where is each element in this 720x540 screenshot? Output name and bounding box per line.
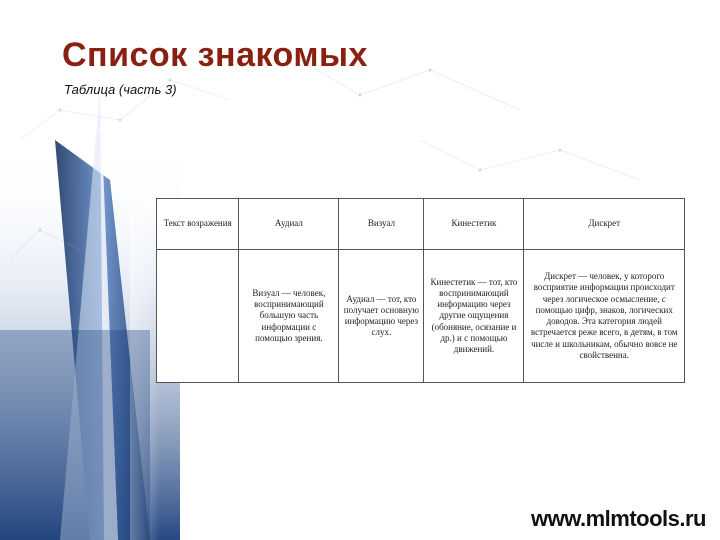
listing-table bbox=[156, 198, 685, 383]
column-header: Текст возражения bbox=[157, 199, 239, 250]
table-row bbox=[157, 250, 685, 383]
column-header: Аудиал bbox=[239, 199, 339, 250]
table-header-row bbox=[157, 199, 685, 250]
column-header: Визуал bbox=[339, 199, 424, 250]
table-cell: Кинестетик — тот, кто воспринимающий информацию через другие ощущения (обоняние, осязание и др.) и с помощью движений. bbox=[424, 250, 524, 383]
table-cell: Аудиал — тот, кто получает основную информацию через слух. bbox=[339, 250, 424, 383]
column-header: Дискрет bbox=[524, 199, 685, 250]
slide-subtitle: Таблица (часть 3) bbox=[64, 82, 177, 97]
table-cell bbox=[157, 250, 239, 383]
website-url: www.mlmtools.ru bbox=[530, 506, 706, 531]
table-cell: Визуал — человек, воспринимающий большую часть информации с помощью зрения. bbox=[239, 250, 339, 383]
slide-title: Список знакомых bbox=[62, 36, 368, 74]
table-cell: Дискрет — человек, у которого восприятие информации происходит через логическое осмысление, с помощью цифр, знаков, логических доводов. Эта категория людей встречается реже всего, в детям, в том числе и школьникам, обычно вовсе не свойственна. bbox=[524, 250, 685, 383]
column-header: Кинестетик bbox=[424, 199, 524, 250]
